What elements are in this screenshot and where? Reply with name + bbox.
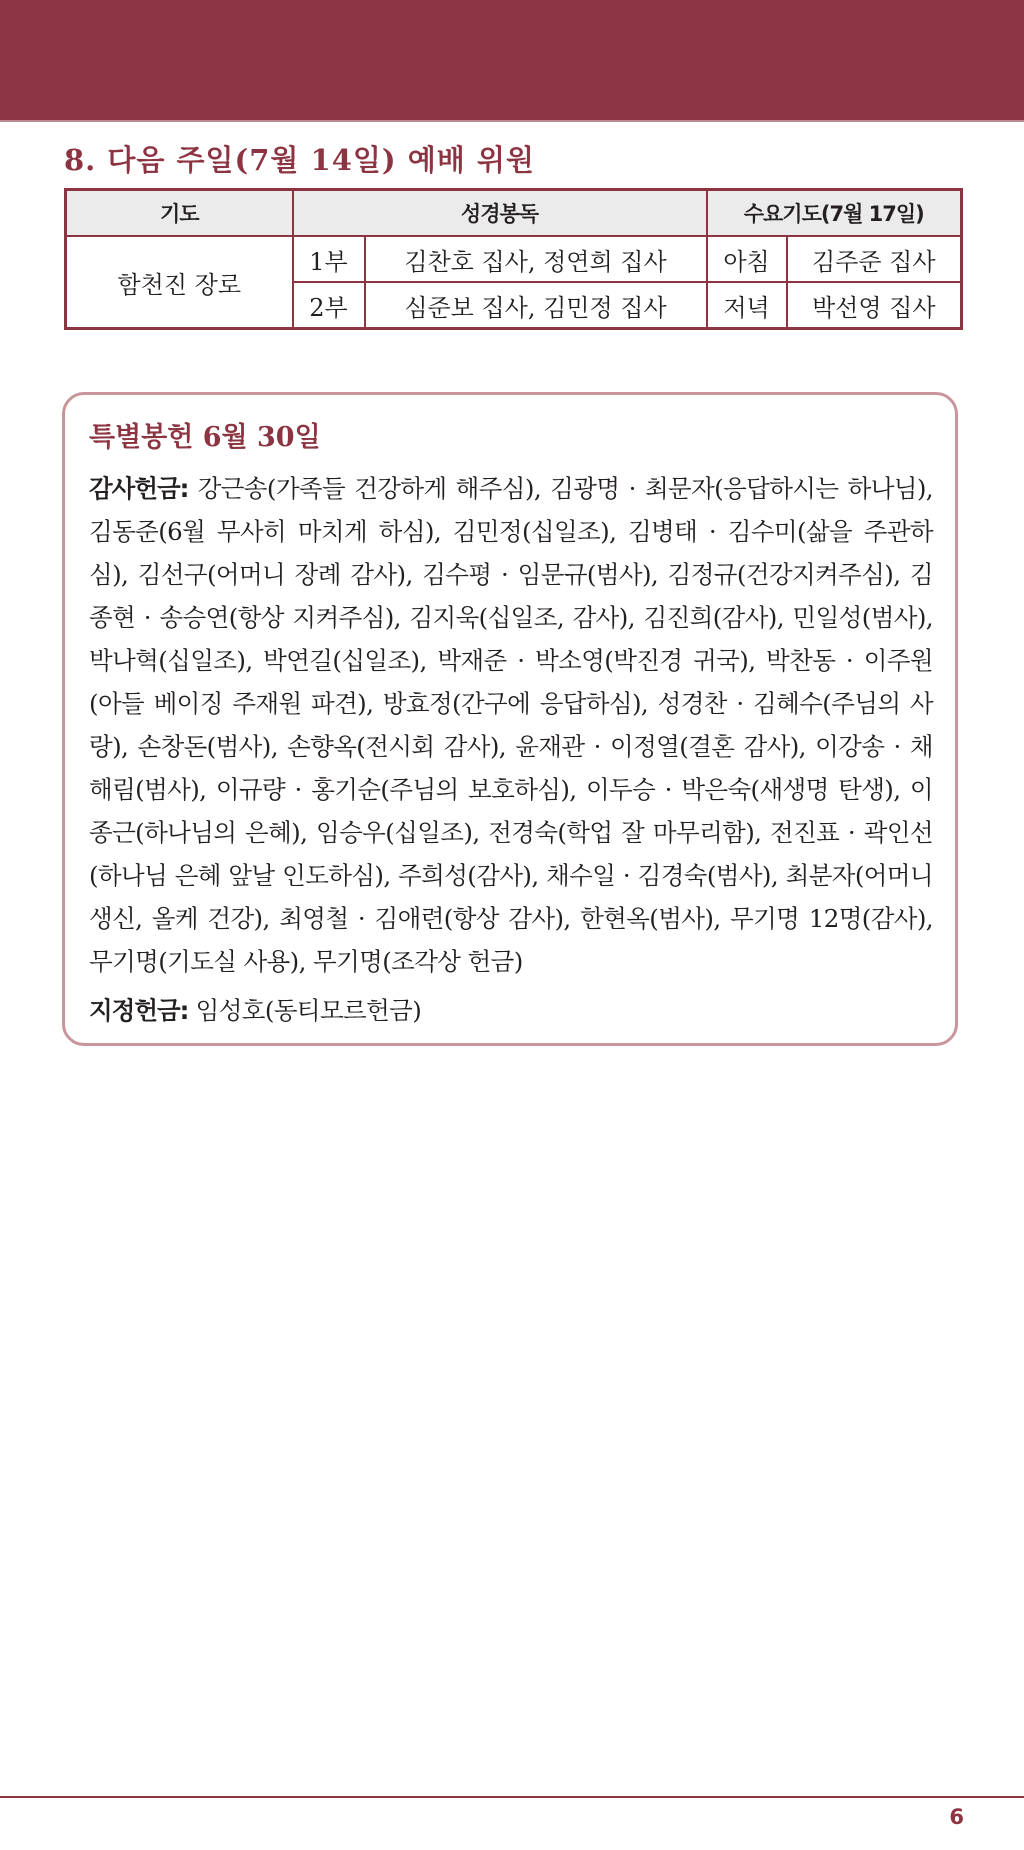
page-number: 6 <box>949 1805 964 1829</box>
top-banner <box>0 0 1024 120</box>
special-offering-card <box>62 392 958 1046</box>
section-title: 8. 다음 주일(7월 14일) 예배 위원 <box>64 143 535 177</box>
time-label: 저녁 <box>707 282 787 329</box>
table-row <box>66 236 962 282</box>
thanks-offering-paragraph <box>89 467 933 983</box>
designated-offering-paragraph <box>89 989 933 1032</box>
top-divider <box>0 120 1024 122</box>
thanks-offering-label: 감사헌금: <box>89 474 189 503</box>
reader-names: 심준보 집사, 김민정 집사 <box>365 282 707 329</box>
header-prayer: 기도 <box>66 190 293 237</box>
service-label: 1부 <box>293 236 365 282</box>
time-label: 아침 <box>707 236 787 282</box>
table-header-row <box>66 190 962 237</box>
prayer-elder: 함천진 장로 <box>66 236 293 329</box>
service-label: 2부 <box>293 282 365 329</box>
offering-body <box>89 467 933 1032</box>
bottom-divider <box>0 1796 1024 1798</box>
wednesday-prayer-name: 박선영 집사 <box>787 282 962 329</box>
header-wednesday-prayer: 수요기도(7월 17일) <box>707 190 962 237</box>
thanks-offering-list: 강근송(가족들 건강하게 해주심), 김광명 · 최문자(응답하시는 하나님), 김동준(6월 무사히 마치게 하심), 김민정(십일조), 김병태 · 김수미(삶을 주관하심), 김선구(어머니 장례 감사), 김수평 · 임문규(범사), 김정규(건강지켜주심), 김종현 · 송승연(항상 지켜주심), 김지욱(십일조, 감사), 김진희(감사), 민일성(범사), 박나혁(십일조), 박연길(십일조), 박재준 · 박소영(박진경 귀국), 박찬동 · 이주원(아들 베이징 주재원 파견), 방효정(간구에 응답하심), 성경찬 · 김혜수(주님의 사랑), 손창돈(범사), 손향옥(전시회 감사), 윤재관 · 이정열(결혼 감사), 이강송 · 채해림(범사), 이규량 · 홍기순(주님의 보호하심), 이두승 · 박은숙(새생명 탄생), 이종근(하나님의 은혜), 임승우(십일조), 전경숙(학업 잘 마무리함), 전진표 · 곽인선(하나님 은혜 앞날 인도하심), 주희성(감사), 채수일 · 김경숙(범사), 최분자(어머니 생신, 올케 건강), 최영철 · 김애련(항상 감사), 한현옥(범사), 무기명 12명(감사), 무기명(기도실 사용), 무기명(조각상 헌금) <box>89 474 933 976</box>
designated-offering-list: 임성호(동티모르헌금) <box>195 996 422 1025</box>
reader-names: 김찬호 집사, 정연희 집사 <box>365 236 707 282</box>
offering-title: 특별봉헌 6월 30일 <box>89 422 321 453</box>
wednesday-prayer-name: 김주준 집사 <box>787 236 962 282</box>
designated-offering-label: 지정헌금: <box>89 996 189 1025</box>
header-bible-reading: 성경봉독 <box>293 190 707 237</box>
worship-committee-table <box>64 188 963 330</box>
